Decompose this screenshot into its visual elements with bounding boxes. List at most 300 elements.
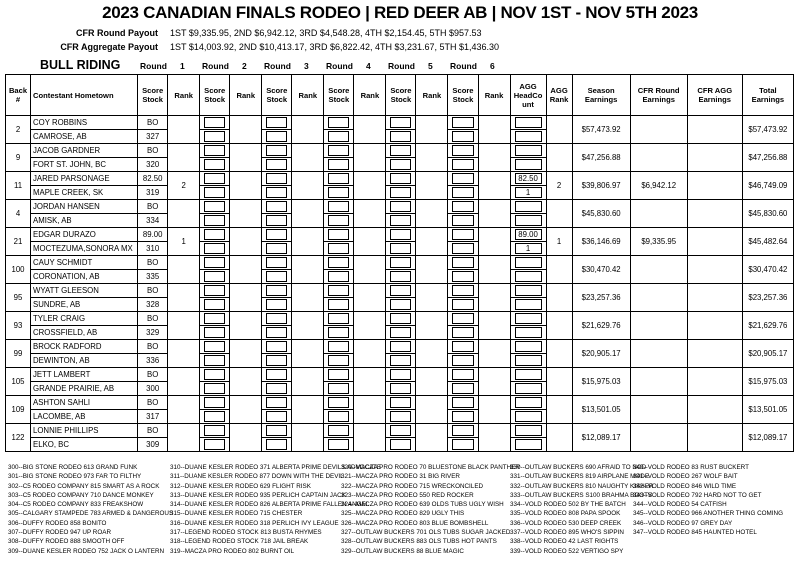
score-box — [266, 313, 287, 324]
round-6-rank — [478, 172, 510, 200]
round-6-rank — [478, 424, 510, 452]
contestant-hometown: FORT ST. JOHN, BC — [31, 158, 138, 172]
round-1-stock: 317 — [138, 410, 168, 424]
stock-box — [390, 159, 411, 170]
stock-legend-item: 315--DUANE KESLER RODEO 715 CHESTER — [170, 510, 303, 518]
round-6-stock — [448, 242, 478, 256]
agg-score-box — [515, 145, 542, 156]
header-agg-rank: AGG Rank — [546, 75, 572, 116]
round-4-stock — [324, 186, 354, 200]
header-r1-score: Score Stock — [138, 75, 168, 116]
stock-box — [204, 159, 225, 170]
total-earnings: $15,975.03 — [742, 368, 793, 396]
agg-score — [510, 396, 546, 410]
round-1-stock: 327 — [138, 130, 168, 144]
round-1-score: BO — [138, 284, 168, 298]
round-4-score — [324, 256, 354, 270]
stock-legend-item: 333--OUTLAW BUCKERS S100 BRAHMA BOOTS — [510, 491, 653, 499]
event-title: BULL RIDING — [40, 58, 121, 72]
round-6-stock — [448, 438, 478, 452]
agg-rank — [546, 116, 572, 144]
stock-box — [328, 383, 349, 394]
round-4-rank — [354, 424, 386, 452]
agg-score — [510, 228, 546, 242]
stock-legend-item: 323--MACZA PRO RODEO 550 RED ROCKER — [341, 491, 474, 499]
round-4-rank — [354, 116, 386, 144]
round-6-score — [448, 312, 478, 326]
round-3-stock — [262, 270, 292, 284]
round-6-stock — [448, 410, 478, 424]
round-6-stock — [448, 382, 478, 396]
stock-legend-item: 302--C5 RODEO COMPANY 815 SMART AS A ROCK — [8, 482, 160, 490]
back-number: 95 — [6, 284, 31, 312]
stock-box — [328, 299, 349, 310]
round-5-rank — [416, 200, 448, 228]
stock-legend-item: 309--DUANE KESLER RODEO 752 JACK O LANTERN — [8, 547, 165, 555]
total-earnings: $46,749.09 — [742, 172, 793, 200]
contestant-hometown: DEWINTON, AB — [31, 354, 138, 368]
table-row — [6, 256, 794, 270]
round-5-score — [386, 396, 416, 410]
total-earnings: $57,473.92 — [742, 116, 793, 144]
round-3-rank — [292, 424, 324, 452]
round-4-stock — [324, 354, 354, 368]
round-4-stock — [324, 214, 354, 228]
round-1-stock: 309 — [138, 438, 168, 452]
round-5-rank — [416, 116, 448, 144]
score-box — [390, 173, 411, 184]
score-box — [328, 285, 349, 296]
stock-legend-item: 330--OUTLAW BUCKERS 690 AFRAID TO NOD — [510, 464, 647, 471]
round-5-score — [386, 172, 416, 186]
agg-score — [510, 172, 546, 186]
round-2-rank — [230, 172, 262, 200]
stock-legend-item: 301--BIG STONE RODEO 973 FAR TO FILTHY — [8, 473, 142, 481]
stock-box — [266, 187, 287, 198]
cfr-round-earnings — [630, 368, 687, 396]
total-earnings: $30,470.42 — [742, 256, 793, 284]
agg-score — [510, 116, 546, 130]
agg-score-box: 82.50 — [515, 173, 542, 184]
agg-rank — [546, 284, 572, 312]
header-r5-rank: Rank — [416, 75, 448, 116]
round-4-score — [324, 116, 354, 130]
contestant-name: JORDAN HANSEN — [31, 200, 138, 214]
score-box — [204, 369, 225, 380]
score-box — [266, 425, 287, 436]
round-6-score — [448, 172, 478, 186]
stock-box — [390, 243, 411, 254]
round-6-score — [448, 424, 478, 438]
stock-legend-item: 335--VOLD RODEO 808 PAPA SPOOK — [510, 510, 621, 518]
round-2-score — [200, 116, 230, 130]
agg-headcount — [510, 130, 546, 144]
table-row — [6, 424, 794, 438]
round-5-stock — [386, 158, 416, 172]
round-4-stock — [324, 410, 354, 424]
agg-headcount-box — [515, 439, 542, 450]
agg-headcount-box — [515, 159, 542, 170]
round-4-score — [324, 200, 354, 214]
round-4-score — [324, 312, 354, 326]
score-box — [204, 257, 225, 268]
round-3-score — [262, 256, 292, 270]
score-box — [266, 173, 287, 184]
stock-legend-item: 325--MACZA PRO RODEO 829 UGLY THIS — [341, 510, 465, 518]
stock-box — [328, 159, 349, 170]
back-number: 4 — [6, 200, 31, 228]
round-4-score — [324, 396, 354, 410]
round-4-rank — [354, 256, 386, 284]
round-3-stock — [262, 186, 292, 200]
round-1-score: BO — [138, 312, 168, 326]
agg-headcount-box — [515, 215, 542, 226]
round-4-score — [324, 284, 354, 298]
score-box — [328, 369, 349, 380]
score-box — [390, 201, 411, 212]
round-5-stock — [386, 382, 416, 396]
season-earnings: $21,629.76 — [572, 312, 630, 340]
stock-legend-item: 334--VOLD RODEO 502 BY THE BATCH — [510, 501, 626, 509]
score-box — [328, 313, 349, 324]
stock-legend-item: 337--VOLD RODEO 895 WHO'S SIPPIN — [510, 529, 624, 537]
stock-box — [204, 215, 225, 226]
total-earnings: $21,629.76 — [742, 312, 793, 340]
stock-legend-item: 311--DUANE KESLER RODEO 877 DOWN WITH THE DEVIL — [170, 473, 344, 481]
stock-box — [328, 411, 349, 422]
back-number: 21 — [6, 228, 31, 256]
round-6-word: Round — [450, 61, 477, 71]
stock-box — [390, 131, 411, 142]
round-2-rank — [230, 368, 262, 396]
round-3-stock — [262, 410, 292, 424]
score-box — [390, 397, 411, 408]
total-earnings: $45,830.60 — [742, 200, 793, 228]
agg-headcount-box — [515, 411, 542, 422]
agg-score-box — [515, 201, 542, 212]
header-r6-score: Score Stock — [448, 75, 478, 116]
score-box — [204, 397, 225, 408]
stock-legend-item: 313--DUANE KESLER RODEO 935 PERLICH CAPTAIN JACK — [170, 491, 346, 499]
stock-legend-item: 332--OUTLAW BUCKERS 810 NAUGHTY KISHER — [510, 482, 654, 490]
round-2-rank — [230, 144, 262, 172]
round-5-rank — [416, 172, 448, 200]
cfr-agg-earnings — [687, 312, 742, 340]
stock-box — [328, 439, 349, 450]
stock-box — [452, 327, 473, 338]
score-box — [328, 257, 349, 268]
agg-score — [510, 200, 546, 214]
stock-legend-item: 345--VOLD RODEO 966 ANOTHER THING COMING — [633, 510, 783, 518]
stock-box — [328, 131, 349, 142]
stock-legend-item: 310--DUANE KESLER RODEO 371 ALBERTA PRIME DEVILS ADVOCATE — [170, 464, 382, 471]
contestant-hometown: SUNDRE, AB — [31, 298, 138, 312]
round-2-rank — [230, 396, 262, 424]
table-row — [6, 368, 794, 382]
stock-box — [266, 411, 287, 422]
round-2-rank — [230, 424, 262, 452]
round-5-rank — [416, 396, 448, 424]
score-box — [452, 201, 473, 212]
contestant-hometown: CROSSFIELD, AB — [31, 326, 138, 340]
round-6-stock — [448, 214, 478, 228]
agg-rank — [546, 256, 572, 284]
round-3-rank — [292, 172, 324, 200]
stock-legend-item: 312--DUANE KESLER RODEO 629 FLIGHT RISK — [170, 482, 311, 490]
round-5-rank — [416, 256, 448, 284]
contestant-name: COY ROBBINS — [31, 116, 138, 130]
round-4-rank — [354, 368, 386, 396]
stock-legend-item: 347--VOLD RODEO 845 HAUNTED HOTEL — [633, 529, 757, 537]
round-2-score — [200, 200, 230, 214]
contestant-hometown: CORONATION, AB — [31, 270, 138, 284]
agg-headcount — [510, 438, 546, 452]
round-6-score — [448, 284, 478, 298]
total-earnings: $23,257.36 — [742, 284, 793, 312]
stock-legend-item: 343--VOLD RODEO 792 HARD NOT TO GET — [633, 491, 762, 499]
score-box — [328, 397, 349, 408]
contestant-hometown: CAMROSE, AB — [31, 130, 138, 144]
round-3-rank — [292, 144, 324, 172]
round-6-rank — [478, 396, 510, 424]
round-1-rank — [168, 424, 200, 452]
table-header-row — [6, 75, 794, 116]
stock-box — [266, 327, 287, 338]
stock-box — [328, 327, 349, 338]
round-4-rank — [354, 340, 386, 368]
score-box — [390, 117, 411, 128]
contestant-hometown: AMISK, AB — [31, 214, 138, 228]
stock-legend-item: 307--DUFFY RODEO 947 UP ROAR — [8, 529, 111, 537]
stock-box — [204, 355, 225, 366]
agg-headcount-box — [515, 271, 542, 282]
round-1-score: BO — [138, 144, 168, 158]
round-2-stock — [200, 158, 230, 172]
season-earnings: $23,257.36 — [572, 284, 630, 312]
round-5-score — [386, 256, 416, 270]
cfr-round-earnings — [630, 200, 687, 228]
round-1-number: 1 — [180, 61, 185, 71]
score-box — [390, 313, 411, 324]
round-1-stock: 328 — [138, 298, 168, 312]
stock-box — [266, 271, 287, 282]
round-4-score — [324, 228, 354, 242]
round-1-score: BO — [138, 368, 168, 382]
round-6-score — [448, 116, 478, 130]
cfr-agg-earnings — [687, 116, 742, 144]
round-2-stock — [200, 242, 230, 256]
round-4-stock — [324, 130, 354, 144]
score-box — [204, 117, 225, 128]
score-box — [452, 369, 473, 380]
header-agg-headcount: AGG HeadCo unt — [510, 75, 546, 116]
round-3-score — [262, 116, 292, 130]
round-4-stock — [324, 158, 354, 172]
stock-legend-item: 336--VOLD RODEO 530 DEEP CREEK — [510, 519, 622, 527]
round-6-stock — [448, 326, 478, 340]
round-2-number: 2 — [242, 61, 247, 71]
season-earnings: $13,501.05 — [572, 396, 630, 424]
stock-box — [204, 411, 225, 422]
score-box — [452, 117, 473, 128]
round-6-score — [448, 340, 478, 354]
round-3-stock — [262, 298, 292, 312]
table-row — [6, 200, 794, 214]
round-4-number: 4 — [366, 61, 371, 71]
round-4-rank — [354, 200, 386, 228]
stock-legend-item: 344--VOLD RODEO 54 CATFISH — [633, 501, 727, 509]
round-5-rank — [416, 340, 448, 368]
score-box — [328, 341, 349, 352]
page-title: 2023 CANADIAN FINALS RODEO | RED DEER AB | NOV 1ST - NOV 5TH 2023 — [102, 3, 698, 22]
round-2-stock — [200, 270, 230, 284]
back-number: 9 — [6, 144, 31, 172]
back-number: 122 — [6, 424, 31, 452]
stock-box — [452, 299, 473, 310]
stock-box — [390, 271, 411, 282]
stock-box — [390, 411, 411, 422]
stock-legend-item: 346--VOLD RODEO 97 GREY DAY — [633, 519, 733, 527]
table-row — [6, 284, 794, 298]
round-1-rank — [168, 340, 200, 368]
round-2-rank — [230, 256, 262, 284]
score-box — [266, 201, 287, 212]
score-box — [266, 285, 287, 296]
stock-legend-col-1 — [8, 463, 173, 556]
score-box — [204, 285, 225, 296]
cfr-round-earnings: $6,942.12 — [630, 172, 687, 200]
score-box — [452, 257, 473, 268]
round-6-rank — [478, 312, 510, 340]
round-1-rank — [168, 284, 200, 312]
stock-legend-item: 338--VOLD RODEO 42 LAST RIGHTS — [510, 538, 619, 546]
round-4-score — [324, 340, 354, 354]
round-3-score — [262, 200, 292, 214]
round-5-rank — [416, 368, 448, 396]
contestant-name: TYLER CRAIG — [31, 312, 138, 326]
table-row — [6, 228, 794, 242]
agg-score-box: 89.00 — [515, 229, 542, 240]
stock-legend-item: 340--VOLD RODEO 83 RUST BUCKERT — [633, 464, 749, 471]
stock-box — [452, 215, 473, 226]
agg-headcount — [510, 382, 546, 396]
round-3-rank — [292, 368, 324, 396]
round-5-score — [386, 312, 416, 326]
stock-legend-item: 318--LEGEND RODEO STOCK 718 JAIL BREAK — [170, 538, 309, 546]
season-earnings: $45,830.60 — [572, 200, 630, 228]
stock-legend-item: 327--OUTLAW BUCKERS 701 OLS TUBS SUGAR JACKED — [341, 529, 511, 537]
round-6-score — [448, 368, 478, 382]
total-earnings: $45,482.64 — [742, 228, 793, 256]
contestant-name: LONNIE PHILLIPS — [31, 424, 138, 438]
table-row — [6, 340, 794, 354]
agg-score-box — [515, 313, 542, 324]
round-6-score — [448, 396, 478, 410]
round-2-score — [200, 312, 230, 326]
table-row — [6, 396, 794, 410]
back-number: 105 — [6, 368, 31, 396]
round-2-score — [200, 368, 230, 382]
agg-score-box — [515, 117, 542, 128]
stock-box — [204, 439, 225, 450]
round-2-score — [200, 172, 230, 186]
stock-box — [390, 215, 411, 226]
round-1-rank — [168, 368, 200, 396]
round-3-score — [262, 424, 292, 438]
round-5-stock — [386, 354, 416, 368]
round-6-rank — [478, 284, 510, 312]
stock-box — [390, 187, 411, 198]
round-2-rank — [230, 340, 262, 368]
stock-box — [204, 131, 225, 142]
header-contestant: Contestant Hometown — [31, 75, 138, 116]
agg-score — [510, 256, 546, 270]
round-3-score — [262, 172, 292, 186]
stock-box — [266, 383, 287, 394]
agg-rank — [546, 368, 572, 396]
contestant-hometown: LACOMBE, AB — [31, 410, 138, 424]
agg-score-box — [515, 425, 542, 436]
header-r3-score: Score Stock — [262, 75, 292, 116]
cfr-round-earnings — [630, 424, 687, 452]
round-5-rank — [416, 424, 448, 452]
round-1-stock: 335 — [138, 270, 168, 284]
aggregate-payout-text: 1ST $14,003.92, 2ND $10,413.17, 3RD $6,822.42, 4TH $3,231.67, 5TH $1,436.30 — [170, 42, 500, 52]
contestant-hometown: MOCTEZUMA,SONORA MX — [31, 242, 138, 256]
stock-box — [266, 299, 287, 310]
results-table — [5, 74, 794, 452]
round-2-stock — [200, 214, 230, 228]
round-2-stock — [200, 382, 230, 396]
cfr-round-earnings — [630, 116, 687, 144]
score-box — [390, 229, 411, 240]
agg-headcount — [510, 186, 546, 200]
season-earnings: $15,975.03 — [572, 368, 630, 396]
round-5-rank — [416, 284, 448, 312]
round-5-stock — [386, 326, 416, 340]
stock-legend-item: 324--MACZA PRO RODEO 639 OLDS TUBS UGLY WISH — [341, 501, 504, 509]
back-number: 109 — [6, 396, 31, 424]
score-box — [266, 145, 287, 156]
cfr-agg-earnings — [687, 228, 742, 256]
score-box — [452, 397, 473, 408]
stock-box — [452, 411, 473, 422]
round-3-score — [262, 396, 292, 410]
score-box — [452, 425, 473, 436]
score-box — [204, 425, 225, 436]
round-5-stock — [386, 410, 416, 424]
header-cfr-round-earnings: CFR Round Earnings — [630, 75, 687, 116]
cfr-agg-earnings — [687, 368, 742, 396]
score-box — [266, 341, 287, 352]
season-earnings: $39,806.97 — [572, 172, 630, 200]
stock-box — [390, 383, 411, 394]
stock-box — [266, 215, 287, 226]
score-box — [266, 369, 287, 380]
round-1-stock: 310 — [138, 242, 168, 256]
round-5-score — [386, 144, 416, 158]
round-5-word: Round — [388, 61, 415, 71]
score-box — [204, 173, 225, 184]
round-5-score — [386, 368, 416, 382]
agg-headcount-box: 1 — [515, 187, 542, 198]
round-1-rank — [168, 256, 200, 284]
round-2-rank — [230, 200, 262, 228]
agg-headcount-box — [515, 383, 542, 394]
stock-legend-item: 305--CALGARY STAMPEDE 783 ARMED & DANGEROUS — [8, 510, 174, 518]
season-earnings: $47,256.88 — [572, 144, 630, 172]
table-row — [6, 312, 794, 326]
